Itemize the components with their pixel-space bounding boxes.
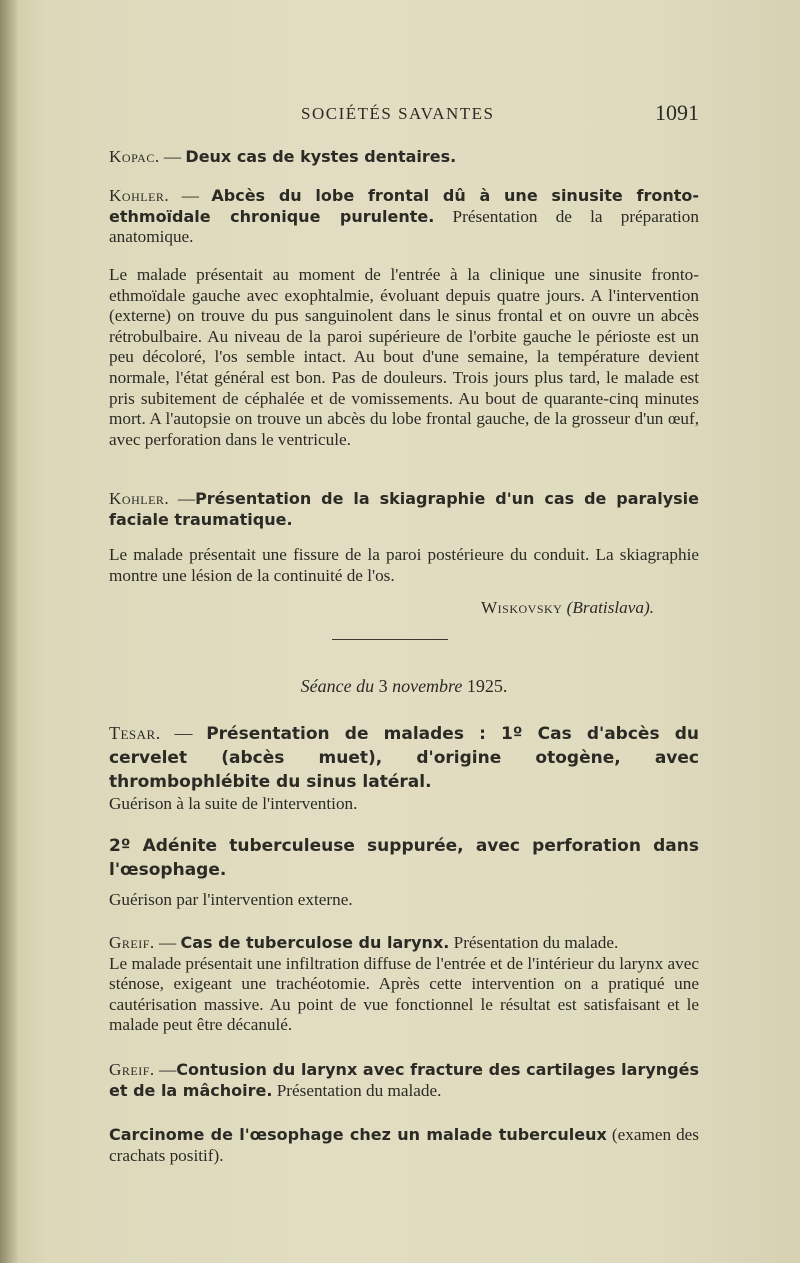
entry-title: Contusion du larynx avec fracture des cartilages laryngés et de la mâchoire. [109, 1060, 700, 1100]
session-day: 3 [378, 676, 388, 696]
entry-tesar-body [109, 794, 699, 815]
paragraph-case-description: Le malade présentait au moment de l'entrée à la clinique une sinusite fronto-ethmoïdale gauche avec exophtalmie, évoluant depuis quatre jours. A l'intervention (externe) on trouve du pus sanguinolent dans le sinus frontal et on ouvre un abcès rétrobulbaire. Au niveau de la paroi supérieure de l'orbite gauche le périoste est un peu décoloré, l'os semble intact. Au bout d'une semaine, la température devient normale, l'état général est bon. Pas de douleurs. Trois jours plus tard, le malade est pris subitement de céphalée et de vomissements. Au bout de quarante-cinq minutes mort. A l'autopsie on trouve un abcès du lobe frontal gauche, de la grosseur d'un œuf, avec perforation dans le ventricule. [109, 265, 699, 449]
entry-separator: — [160, 723, 207, 743]
paragraph-outcome: Guérison à la suite de l'intervention. [109, 794, 358, 813]
entry-author: Kohler. [109, 186, 170, 205]
entry-title: Deux cas de kystes dentaires. [185, 147, 457, 166]
entry-title: Cas de tuberculose du larynx. [180, 933, 450, 952]
entry-title: Présentation de la skiagraphie d'un cas de paralysie faciale traumatique. [109, 489, 700, 529]
entry-subtitle: Présentation de la préparation anatomique. [109, 206, 699, 247]
signature-name: Wiskovsky [480, 598, 563, 617]
entry-separator: — [169, 186, 212, 205]
entry-title: Présentation de malades : 1º Cas d'abcès du cervelet (abcès muet), d'origine otogène, avec thrombophlébite du sinus latéral. [109, 724, 699, 792]
entry-greif-contusion [109, 1060, 699, 1101]
entry-author: Kopac. [109, 147, 160, 166]
running-head: SOCIÉTÉS SAVANTES [301, 104, 495, 123]
entry-title: Carcinome de l'œsophage chez un malade tuberculeux [109, 1125, 607, 1144]
session-heading [109, 676, 699, 697]
entry-kohler-abces-body [109, 265, 699, 450]
entry-separator: — [154, 933, 181, 952]
entry-tesar [109, 722, 699, 794]
entry-separator: — [159, 147, 186, 166]
entry-adenite [109, 834, 699, 882]
entry-title: 2º Adénite tuberculeuse suppurée, avec perforation dans l'œsophage. [109, 836, 699, 880]
signature [109, 598, 654, 618]
entry-carcinome [109, 1125, 699, 1166]
paragraph-case-description: Le malade présentait une infiltration diffuse de l'entrée et de l'intérieur du larynx avec sténose, exigeant une trachéotomie. Après cette intervention on a pratiqué une cautérisation massive. Au point de vue fonctionnel le résultat est satisfaisant et le malade peut être décanulé. [109, 953, 699, 1035]
paragraph-skiagraphie: Le malade présentait une fissure de la paroi postérieure du conduit. La skiagraphie montre une lésion de la continuité de l'os. [109, 545, 699, 585]
entry-subtitle: (examen des crachats positif). [109, 1125, 699, 1165]
session-month: novembre [392, 676, 463, 696]
entry-subtitle: Présentation du malade. [272, 1080, 442, 1100]
paragraph-outcome: Guérison par l'intervention externe. [109, 890, 353, 909]
entry-kopac [109, 147, 699, 168]
page-header [109, 100, 699, 134]
entry-author: Greif. [109, 933, 155, 952]
entry-separator: — [169, 489, 196, 508]
entry-author: Tesar. [109, 723, 161, 743]
entry-kohler-skiagraphie-body [109, 545, 699, 586]
entry-kohler-skiagraphie [109, 489, 699, 530]
entry-title: Abcès du lobe frontal dû à une sinusite fronto-ethmoïdale chronique purulente. [109, 186, 699, 226]
signature-place: (Bratislava). [566, 598, 654, 617]
entry-author: Kohler. [109, 489, 170, 508]
entry-author: Greif. [109, 1060, 155, 1079]
book-spine-shadow [0, 0, 18, 1263]
section-divider [332, 639, 448, 640]
entry-adenite-body [109, 890, 699, 911]
page-number: 1091 [655, 100, 699, 125]
entry-separator: — [154, 1060, 177, 1079]
entry-subtitle: Présentation du malade. [449, 933, 619, 952]
session-year: 1925. [466, 676, 508, 696]
entry-greif-tuberculose [109, 933, 699, 1036]
session-prefix: Séance du [300, 676, 375, 696]
entry-kohler-abces [109, 186, 699, 248]
